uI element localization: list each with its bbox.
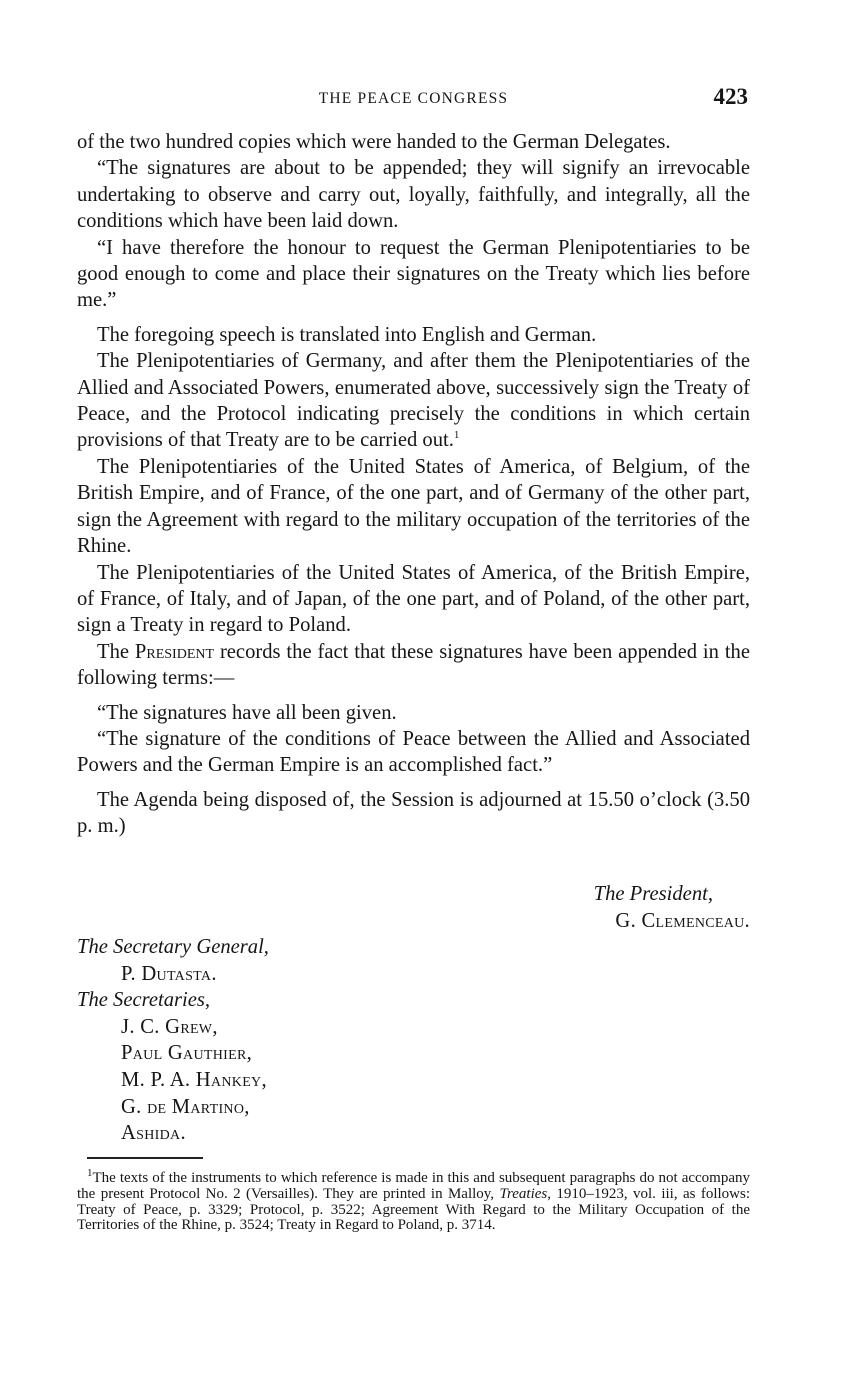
- page-number: 423: [713, 84, 748, 109]
- secretaries-title: The Secretaries,: [77, 989, 211, 1012]
- paragraph-rhine-agreement: The Plenipotentiaries of the United States of America, of Belgium, of the British Empire, and of France, of the one part, and of Germany of the other part, sign the Agreement with regard to the military occupation of the territories of the Rhine.: [77, 455, 750, 558]
- text-segment: records the fact that these signatures have been appended in the following terms:—: [77, 640, 750, 690]
- secretary-name: G. de Martino,: [121, 1095, 250, 1118]
- president-title: The President,: [593, 883, 713, 905]
- quote-signatures-given: “The signatures have all been given.: [97, 701, 397, 724]
- secretary-name: M. P. A. Hankey,: [121, 1068, 267, 1091]
- footnote-italic-title: Treaties: [499, 1185, 548, 1202]
- secretary-name: Paul Gauthier,: [121, 1042, 253, 1065]
- running-title: THE PEACE CONGRESS: [318, 90, 509, 107]
- secretary-general-name: P. Dutasta.: [121, 962, 217, 985]
- footnote-text: [77, 1167, 750, 1234]
- spacer: [77, 779, 750, 787]
- quote-accomplished-fact: “The signature of the conditions of Peace between the Allied and Associated Powers and the German Empire is an accomplished fact.”: [77, 727, 750, 777]
- paragraph-translation: The foregoing speech is translated into English and German.: [97, 323, 597, 346]
- paragraph-continuation: of the two hundred copies which were handed to the German Delegates.: [77, 131, 671, 153]
- president-name: G. Clemenceau.: [615, 910, 750, 932]
- paragraph-sign-treaty-text: The Plenipotentiaries of Germany, and after them the Plenipotentiaries of the Allied and Associated Powers, enumerated above, successively sign the Treaty of Peace, and the Protocol indicating precisely the conditions in which certain provisions of that Treaty are to be carried out.: [77, 350, 750, 452]
- president-word: President: [134, 640, 215, 663]
- paragraph-president-records: [77, 639, 750, 692]
- paragraph-sign-treaty: [77, 348, 750, 454]
- paragraph-poland-treaty: The Plenipotentiaries of the United States of America, of the British Empire, of France, of Italy, and of Japan, of the one part, and of Poland, of the other part, sign a Treaty in regard to Poland.: [77, 561, 750, 637]
- footnote-reference: 1: [453, 429, 460, 442]
- secretary-general-title: The Secretary General,: [77, 936, 269, 958]
- secretary-name: J. C. Grew,: [121, 1015, 218, 1038]
- footnote-text-segment: The texts of the instruments to which reference is made in this and subsequent paragraphs do not accompany the present Protocol No. 2 (Versailles). They are printed in Malloy,: [77, 1170, 750, 1202]
- running-header: [77, 84, 750, 114]
- paragraph-request-plenipotentiaries: “I have therefore the honour to request the German Plenipotentiaries to be good enough to come and place their signatures on the Treaty which lies before me.”: [77, 236, 750, 312]
- footnote-divider: [87, 1157, 203, 1159]
- paragraph-signatures-undertaking: “The signatures are about to be appended; they will signify an irrevocable undertaking to observe and carry out, loyally, faithfully, and integrally, all the conditions which have been laid down.: [77, 157, 750, 233]
- paragraph-adjournment: The Agenda being disposed of, the Session is adjourned at 15.50 o’clock (3.50 p. m.): [77, 788, 750, 838]
- secretariat-signature-block: [77, 934, 577, 1147]
- footnote: [77, 1167, 750, 1234]
- body-text: [77, 129, 750, 840]
- spacer: [77, 692, 750, 700]
- footnote-marker: 1: [87, 1167, 93, 1179]
- footnote-text-segment: , 1910–1923, vol. iii, as follows: Treaty of Peace, p. 3329; Protocol, p. 3522; Agreement With Regard to the Military Occupation of the Territories of the Rhine, p. 3524; Treaty in Regard to Poland, p. 3714.: [77, 1185, 750, 1234]
- secretary-name: Ashida.: [121, 1122, 186, 1145]
- spacer: [77, 314, 750, 322]
- text-segment: The: [97, 640, 135, 663]
